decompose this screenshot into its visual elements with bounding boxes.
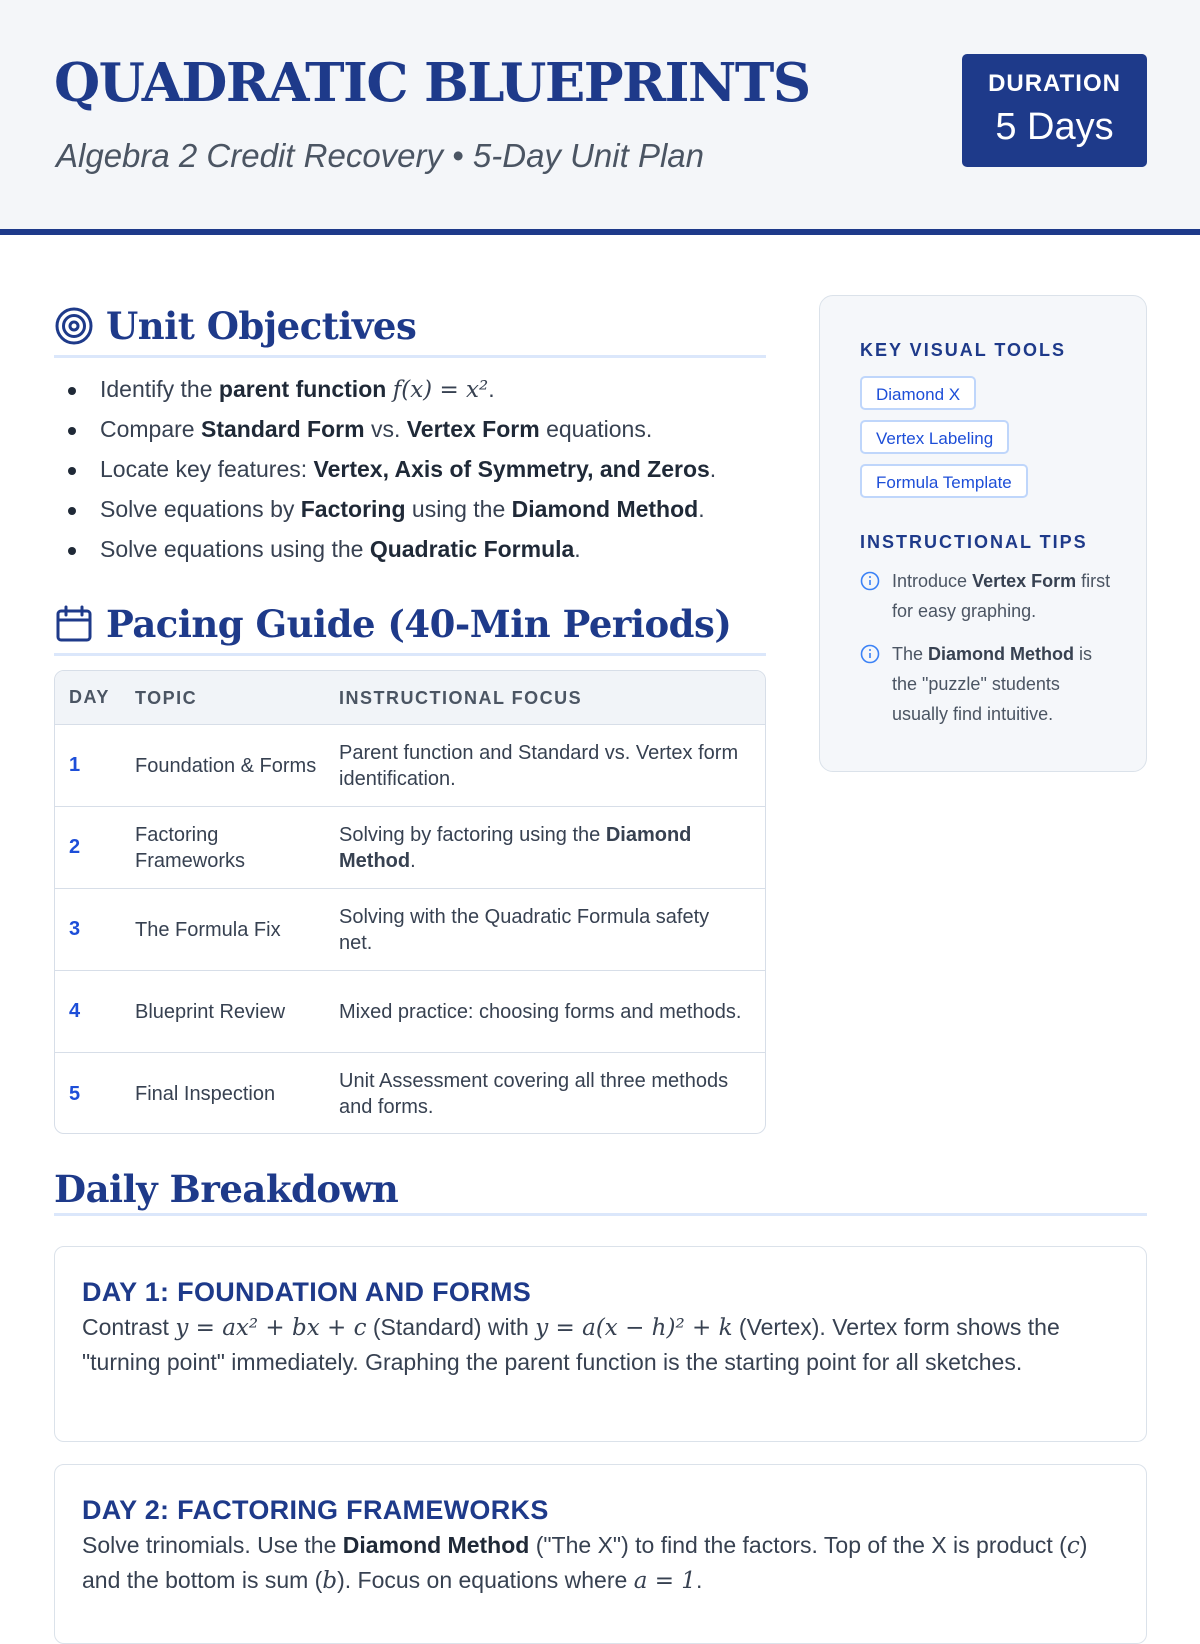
day-topic: The Formula Fix	[135, 918, 281, 941]
day-math: a = 1	[633, 1568, 696, 1594]
tip-part: is the "puzzle" students usually find intuitive.	[892, 644, 1093, 724]
objective-text: using the	[405, 496, 512, 522]
focus-text: Unit Assessment covering all three methods and forms.	[339, 1070, 729, 1118]
objective-text: .	[488, 376, 495, 402]
table-row	[55, 807, 765, 889]
tip-item	[860, 566, 1120, 626]
day-text: .	[695, 1567, 703, 1593]
day-text: ("The X") to find the factors. Top of the X is product (	[529, 1532, 1067, 1558]
objective-text: .	[698, 496, 705, 522]
table-row	[55, 1053, 765, 1134]
tip-part: first for easy graphing.	[892, 571, 1111, 621]
focus-text: Solving by factoring using the	[339, 823, 606, 846]
day-number: 4	[69, 1000, 81, 1022]
objective-item	[100, 492, 716, 532]
duration-label: DURATION	[988, 70, 1121, 97]
day-number: 1	[69, 754, 81, 776]
day-text: ) and the bottom is sum (	[82, 1532, 1088, 1593]
objective-bold: Quadratic Formula	[369, 536, 575, 562]
day-card-text	[82, 1310, 1119, 1379]
day-card	[54, 1246, 1147, 1442]
objective-text: .	[709, 456, 717, 482]
day-focus	[339, 1068, 759, 1120]
day-number: 2	[69, 836, 81, 858]
tool-tag: Formula Template	[860, 464, 1028, 498]
info-icon	[860, 571, 880, 591]
table-row	[55, 971, 765, 1053]
day-text: ). Focus on equations where	[337, 1567, 634, 1593]
objective-text: vs.	[364, 416, 407, 442]
focus-text: Parent function and Standard vs. Vertex form identification.	[339, 741, 739, 790]
day-focus	[339, 740, 759, 792]
focus-bold: Diamond Method	[339, 823, 692, 872]
tool-tag: Diamond X	[860, 376, 976, 410]
tool-tag: Vertex Labeling	[860, 420, 1009, 454]
day-topic: Final Inspection	[135, 1083, 276, 1105]
day-text: (Standard) with	[366, 1314, 536, 1340]
tip-part: Introduce	[892, 571, 973, 591]
focus-text: .	[410, 849, 416, 872]
day-bold: Diamond Method	[342, 1532, 530, 1558]
pacing-heading	[54, 594, 766, 656]
objective-text: Identify the	[100, 376, 219, 402]
page-header	[0, 0, 1200, 235]
duration-value: 5 Days	[995, 106, 1114, 148]
table-row	[55, 889, 765, 971]
pacing-title: Pacing Guide (40-Min Periods)	[106, 601, 732, 646]
objective-text: .	[574, 536, 581, 562]
objectives-heading	[54, 296, 766, 358]
objective-bold: Diamond Method	[511, 496, 699, 522]
day-math: y = a(x − h)² + k	[535, 1315, 733, 1341]
day-focus	[339, 822, 759, 874]
day-text: (Vertex). Vertex form shows the "turning point" immediately. Graphing the parent function is the starting point for all sketches.	[82, 1314, 1060, 1375]
day-text: Solve trinomials. Use the	[82, 1532, 343, 1558]
tip-text	[892, 639, 1120, 729]
tip-bold: Diamond Method	[928, 644, 1075, 664]
day-card-title: DAY 1: FOUNDATION AND FORMS	[82, 1277, 532, 1307]
day-topic: Foundation & Forms	[135, 754, 317, 777]
tip-part: The	[892, 644, 929, 664]
day-topic: Factoring Frameworks	[135, 823, 246, 872]
day-math: y = ax² + bx + c	[175, 1315, 367, 1341]
objective-math: f(x) = x²	[392, 377, 489, 403]
objective-item	[100, 532, 716, 572]
sidebar-panel	[819, 295, 1147, 772]
day-number: 3	[69, 918, 81, 940]
table-header	[55, 671, 765, 725]
page-title: QUADRATIC BLUEPRINTS	[54, 52, 810, 114]
objective-item	[100, 412, 716, 452]
objective-text: Solve equations by	[100, 496, 301, 522]
info-icon	[860, 644, 880, 664]
tools-label: KEY VISUAL TOOLS	[860, 340, 1067, 360]
day-card	[54, 1464, 1147, 1644]
target-icon	[54, 306, 94, 346]
duration-badge	[962, 54, 1147, 167]
page-subtitle: Algebra 2 Credit Recovery • 5-Day Unit Plan	[56, 137, 704, 174]
day-card-text	[82, 1528, 1119, 1598]
objective-bold: Factoring	[300, 496, 406, 522]
daily-heading	[54, 1164, 1147, 1216]
table-row	[55, 725, 765, 807]
day-math: b	[322, 1568, 338, 1594]
day-number: 5	[69, 1082, 81, 1105]
tip-bold: Vertex Form	[972, 571, 1077, 591]
objective-text: Locate key features:	[100, 456, 314, 482]
calendar-icon	[54, 604, 94, 644]
tip-text	[892, 566, 1120, 626]
tips-label: INSTRUCTIONAL TIPS	[860, 532, 1088, 552]
day-focus	[339, 904, 759, 956]
daily-title: Daily Breakdown	[54, 1166, 399, 1211]
objective-text: Solve equations using the	[100, 536, 370, 562]
objective-bold: Vertex, Axis of Symmetry, and Zeros	[313, 456, 710, 482]
objective-bold: Vertex Form	[406, 416, 540, 442]
objective-text: Compare	[100, 416, 201, 442]
objectives-list	[100, 372, 716, 572]
column-header-topic: TOPIC	[135, 687, 198, 708]
column-header-day: DAY	[69, 687, 110, 707]
day-math: c	[1066, 1533, 1080, 1559]
objective-text: equations.	[539, 416, 653, 442]
day-focus	[339, 999, 759, 1025]
objectives-title: Unit Objectives	[106, 303, 417, 348]
day-text: Contrast	[82, 1314, 176, 1340]
tip-item	[860, 639, 1120, 729]
objective-bold: parent function	[218, 376, 387, 402]
pacing-table	[54, 670, 766, 1134]
objective-item	[100, 452, 716, 492]
objective-bold: Standard Form	[200, 416, 365, 442]
focus-text: Mixed practice: choosing forms and methods.	[339, 1000, 742, 1023]
objective-item	[100, 372, 716, 412]
focus-text: Solving with the Quadratic Formula safety net.	[339, 905, 710, 954]
day-card-title: DAY 2: FACTORING FRAMEWORKS	[82, 1495, 549, 1525]
day-topic: Blueprint Review	[135, 1000, 286, 1023]
column-header-focus: INSTRUCTIONAL FOCUS	[339, 687, 583, 708]
